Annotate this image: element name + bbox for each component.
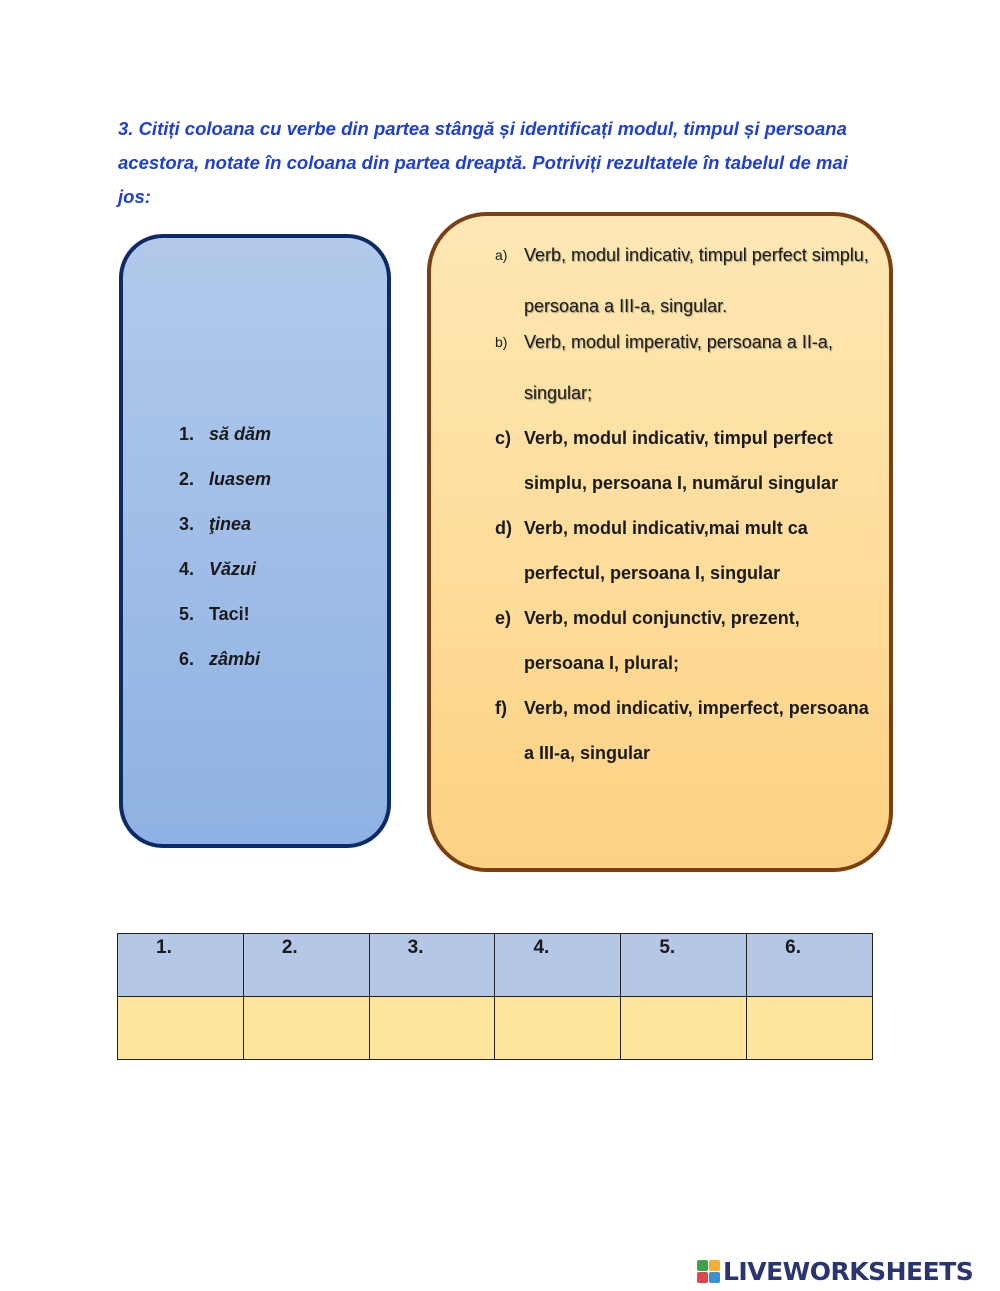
verb-number: 3. xyxy=(179,514,195,534)
answer-table-header-row xyxy=(118,934,873,997)
answer-input-cell-1[interactable] xyxy=(118,997,244,1060)
description-text: Verb, modul indicativ,mai mult ca perfectul, persoana I, singular xyxy=(524,518,808,583)
answer-input-cell-4[interactable] xyxy=(495,997,621,1060)
description-item xyxy=(495,428,875,506)
description-letter: e) xyxy=(495,608,512,628)
verb-word: Văzui xyxy=(209,559,257,579)
verb-word: zâmbi xyxy=(209,649,261,669)
description-item xyxy=(495,698,875,776)
description-item xyxy=(495,518,875,596)
verb-number: 1. xyxy=(179,424,195,444)
description-letter: f) xyxy=(495,698,507,718)
description-item xyxy=(495,331,875,418)
description-text: Verb, modul conjunctiv, prezent, persoana I, plural; xyxy=(524,608,800,673)
verb-column-box xyxy=(119,234,391,848)
verb-item xyxy=(179,514,271,559)
description-list xyxy=(495,244,875,776)
verb-item xyxy=(179,649,271,694)
verb-item xyxy=(179,424,271,469)
description-text: Verb, mod indicativ, imperfect, persoana a III-a, singular xyxy=(524,698,869,763)
verb-word: Taci! xyxy=(209,604,250,624)
answer-table xyxy=(117,933,873,1060)
logo-mark-square xyxy=(697,1260,708,1271)
liveworksheets-logo xyxy=(697,1256,973,1286)
logo-text: LIVEWORKSHEETS xyxy=(723,1256,974,1286)
verb-word: să dăm xyxy=(209,424,272,444)
description-column-box xyxy=(427,212,893,872)
verb-list xyxy=(179,424,271,694)
header-cell: 2. xyxy=(243,934,369,997)
header-cell: 4. xyxy=(495,934,621,997)
description-letter: a) xyxy=(495,247,508,263)
verb-number: 6. xyxy=(179,649,195,669)
logo-mark-square xyxy=(697,1272,708,1283)
header-cell: 6. xyxy=(747,934,873,997)
logo-mark-square xyxy=(709,1260,720,1271)
description-letter: d) xyxy=(495,518,512,538)
verb-item xyxy=(179,604,271,649)
verb-number: 5. xyxy=(179,604,195,624)
instructions-text: 3. Citiți coloana cu verbe din partea stângă și identificați modul, timpul și persoana acestora, notate în coloana din partea dreaptă. Potriviți rezultatele în tabelul de mai jos: xyxy=(118,118,848,207)
verb-item xyxy=(179,469,271,514)
answer-input-cell-5[interactable] xyxy=(621,997,747,1060)
answer-input-cell-6[interactable] xyxy=(747,997,873,1060)
description-item xyxy=(495,608,875,686)
logo-mark-square xyxy=(709,1272,720,1283)
header-cell: 1. xyxy=(118,934,244,997)
description-text: Verb, modul indicativ, timpul perfect simplu, persoana a III-a, singular. xyxy=(524,245,869,316)
description-letter: b) xyxy=(495,334,508,350)
verb-word: ţinea xyxy=(209,514,252,534)
verb-number: 2. xyxy=(179,469,195,489)
description-text: Verb, modul indicativ, timpul perfect simplu, persoana I, numărul singular xyxy=(524,428,839,493)
logo-mark-icon xyxy=(697,1260,720,1283)
header-cell: 5. xyxy=(621,934,747,997)
header-cell: 3. xyxy=(369,934,495,997)
verb-item xyxy=(179,559,271,604)
answer-table-input-row xyxy=(118,997,873,1060)
answer-input-cell-3[interactable] xyxy=(369,997,495,1060)
description-letter: c) xyxy=(495,428,512,448)
answer-input-cell-2[interactable] xyxy=(243,997,369,1060)
description-text: Verb, modul imperativ, persoana a II-a, singular; xyxy=(524,332,833,403)
verb-number: 4. xyxy=(179,559,195,579)
verb-word: luasem xyxy=(209,469,272,489)
